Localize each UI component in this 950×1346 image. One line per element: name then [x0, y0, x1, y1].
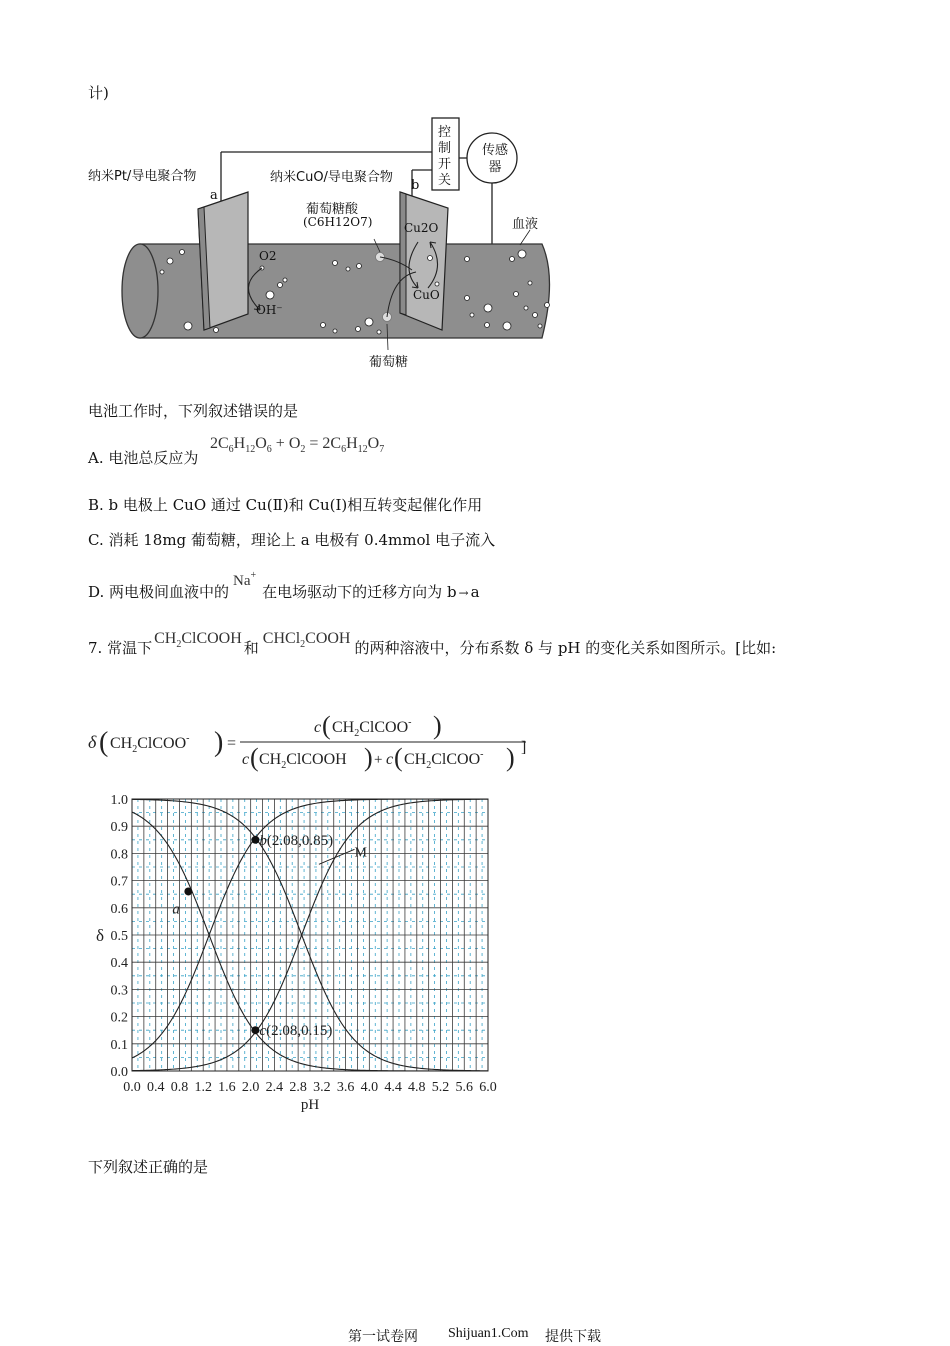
- point-b: [251, 836, 259, 844]
- y-tick-label: 0.2: [110, 1010, 128, 1026]
- y-tick-label: 0.6: [110, 901, 128, 917]
- point-label-c: c(2.08,0.15): [259, 1023, 333, 1040]
- x-tick-label: 6.0: [479, 1080, 497, 1095]
- svg-text:): ): [214, 727, 224, 758]
- label-left-electrode: 纳米Pt/导电聚合物: [88, 169, 197, 184]
- x-tick-label: 0.0: [123, 1080, 141, 1095]
- svg-text:+: +: [374, 752, 383, 768]
- x-tick-label: 0.4: [146, 1080, 165, 1095]
- y-tick-label: 0.5: [110, 929, 128, 944]
- x-tick-label: 2.0: [241, 1080, 260, 1095]
- previous-text-tail: 计): [88, 84, 109, 102]
- svg-text:CH2ClCOOH: $CH_2ClCOOH$: [259, 751, 347, 771]
- chart-annotation-m: M: [354, 845, 367, 861]
- y-tick-label: 0.9: [110, 820, 128, 836]
- svg-text:): ): [506, 743, 515, 772]
- svg-text:(: (: [322, 711, 331, 740]
- chart-y-label: δ: [95, 926, 105, 945]
- y-tick-label: 0.1: [110, 1037, 128, 1053]
- chart-x-ticks: [123, 1080, 497, 1095]
- point-c: [251, 1026, 259, 1034]
- cuo-label: CuO: [413, 288, 440, 302]
- svg-text:(: (: [250, 743, 259, 772]
- x-tick-label: 5.2: [431, 1080, 450, 1095]
- svg-text:]: ]: [521, 739, 527, 756]
- svg-text:c: c: [314, 719, 322, 736]
- y-tick-label: 0.3: [110, 983, 128, 999]
- sensor-label: 传感 器: [481, 143, 508, 175]
- gluconic-acid-label: 葡萄糖酸: [306, 202, 359, 217]
- svg-text:CH2ClCOO-: $CH_2ClCOO^-$: [404, 749, 484, 771]
- y-tick-label: 1.0: [110, 793, 128, 808]
- svg-text:CH2ClCOO-: $CH_2ClCOO^-$: [332, 717, 412, 739]
- y-tick-label: 0.7: [110, 874, 128, 890]
- x-tick-label: 4.4: [384, 1080, 402, 1095]
- distribution-chart: [90, 786, 520, 1126]
- svg-text:CH2ClCOO-: $CH_2ClCOO^-$: [110, 733, 190, 755]
- y-tick-label: 0.8: [110, 847, 128, 863]
- point-label-b: b(2.08,0.85): [259, 832, 334, 849]
- x-tick-label: 1.2: [194, 1080, 212, 1095]
- point-label-a: a: [172, 901, 180, 918]
- point-a: [184, 887, 192, 895]
- y-tick-label: 0.4: [110, 956, 128, 972]
- chart-y-ticks: [111, 793, 129, 1080]
- label-a: a: [210, 188, 218, 203]
- x-tick-label: 1.6: [218, 1080, 236, 1095]
- gluconic-formula: (C6H12O7): [303, 215, 373, 229]
- chart-annotation-leader: [319, 849, 355, 864]
- q6-stem: 电池工作时，下列叙述错误的是: [88, 402, 299, 420]
- glucose-label: 葡萄糖: [369, 355, 409, 370]
- q6-equation: $2C_6H_{12}O_6 + O_2 = 2C_6H_{12}O_7$: [210, 435, 385, 455]
- x-tick-label: 0.8: [170, 1080, 189, 1095]
- footer-site-domain: Shijuan1.Com: [448, 1326, 529, 1341]
- q7-stem: 7. 常温下$CH_2ClCOOH$和CHCl$_2$COOH的两种溶液中，分布系数 δ 与 pH 的变化关系如图所示。[比如:: [88, 630, 777, 657]
- x-tick-label: 4.8: [408, 1080, 426, 1095]
- x-tick-label: 3.2: [313, 1080, 331, 1095]
- footer-site-name: 第一试卷网: [348, 1329, 418, 1345]
- o2-label: O2: [259, 249, 277, 263]
- svg-text:(: (: [99, 727, 109, 758]
- x-tick-label: 4.0: [360, 1080, 379, 1095]
- svg-text:): ): [364, 743, 373, 772]
- svg-text:(: (: [394, 743, 403, 772]
- q6-option-d: D. 两电极间血液中的Na+在电场驱动下的迁移方向为 b → a: [88, 570, 480, 601]
- blood-label: 血液: [512, 217, 539, 232]
- oh-label: OH⁻: [256, 303, 283, 317]
- chart-points: [172, 833, 333, 1039]
- svg-text:): ): [433, 711, 442, 740]
- footer-provide-download: 提供下载: [545, 1329, 601, 1345]
- label-b: b: [411, 178, 420, 193]
- x-tick-label: 2.8: [289, 1080, 307, 1095]
- chart-x-label: pH: [300, 1097, 320, 1113]
- q6-option-a: A. 电池总反应为: [88, 449, 199, 467]
- label-right-electrode: 纳米CuO/导电聚合物: [270, 170, 393, 185]
- svg-text:c: c: [386, 751, 394, 768]
- y-tick-label: 0.0: [110, 1065, 128, 1080]
- q6-option-c: C. 消耗 18mg 葡萄糖，理论上 a 电极有 0.4mmol 电子流入: [88, 531, 496, 549]
- x-tick-label: 2.4: [265, 1080, 284, 1095]
- svg-text:=: =: [227, 735, 237, 752]
- distribution-coefficient-formula: [86, 705, 536, 775]
- control-switch-label: 控 制 开 关: [438, 125, 452, 188]
- q6-option-b: B. b 电极上 CuO 通过 Cu(Ⅱ)和 Cu(Ⅰ)相互转变起催化作用: [88, 496, 483, 514]
- q7-closing: 下列叙述正确的是: [88, 1158, 209, 1176]
- x-tick-label: 3.6: [336, 1080, 355, 1095]
- svg-text:δ: δ: [88, 732, 97, 752]
- svg-text:c: c: [242, 751, 250, 768]
- x-tick-label: 5.6: [455, 1080, 474, 1095]
- cu2o-label: Cu2O: [404, 221, 439, 235]
